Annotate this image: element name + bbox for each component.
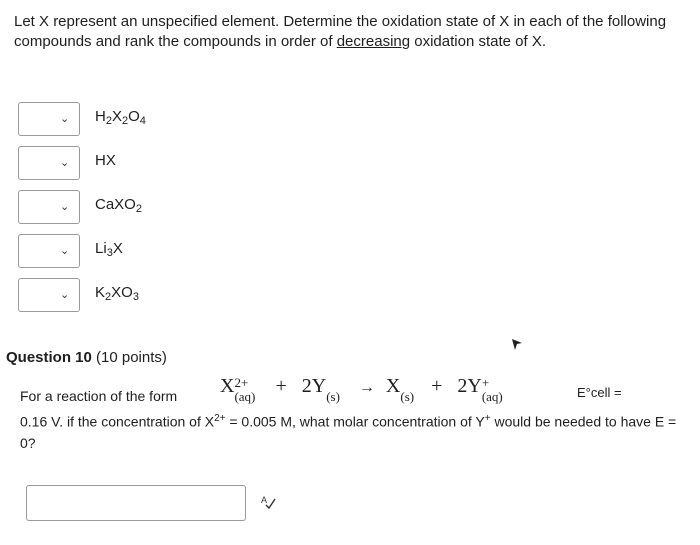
- compound-formula-2: HX: [95, 152, 116, 169]
- compound-formula-5: $K_2XO_3$: [95, 284, 139, 303]
- mouse-cursor-icon: [511, 338, 523, 352]
- rank-select-5[interactable]: [18, 278, 80, 312]
- chevron-down-icon: ⌄: [60, 201, 70, 213]
- equation-lead-text: For a reaction of the form: [20, 388, 178, 404]
- svg-text:A: A: [261, 495, 268, 505]
- chevron-down-icon: ⌄: [60, 157, 70, 169]
- ecell-label: E°cell =: [577, 385, 622, 400]
- compound-formula-3: CaXO$_2$: [95, 196, 142, 215]
- question-body: [20, 376, 685, 454]
- question-title: Question 10 (10 points): [6, 349, 167, 366]
- chevron-down-icon: ⌄: [60, 113, 70, 125]
- reaction-equation: X 2+ (aq) + $2Y_{(s)} \to X_{(s)} + 2Y$ + (aq): [220, 375, 503, 404]
- question-prompt: Let X represent an unspecified element. Determine the oxidation state of X in each of the following compounds and rank the compounds in order of decreasing oxidation state of X.: [14, 13, 667, 50]
- rank-select-4[interactable]: [18, 234, 80, 268]
- spellcheck-icon[interactable]: [260, 494, 276, 510]
- chevron-down-icon: ⌄: [60, 245, 70, 257]
- rank-select-2[interactable]: [18, 146, 80, 180]
- question-text: 0.16 V. if the concentration of $X^{2+} = 0.005$ M, what molar concentration of Y+ would be needed to have E = 0?: [20, 413, 677, 451]
- rank-select-3[interactable]: [18, 190, 80, 224]
- emphasis-word: decreasing: [336, 33, 411, 50]
- answer-input[interactable]: [26, 485, 246, 521]
- chevron-down-icon: ⌄: [60, 289, 70, 301]
- equation-line: [20, 376, 685, 408]
- compound-formula-1: $H_2X_2O_4$: [95, 108, 146, 127]
- rank-select-1[interactable]: [18, 102, 80, 136]
- compound-formula-4: $Li_3X$: [95, 240, 123, 259]
